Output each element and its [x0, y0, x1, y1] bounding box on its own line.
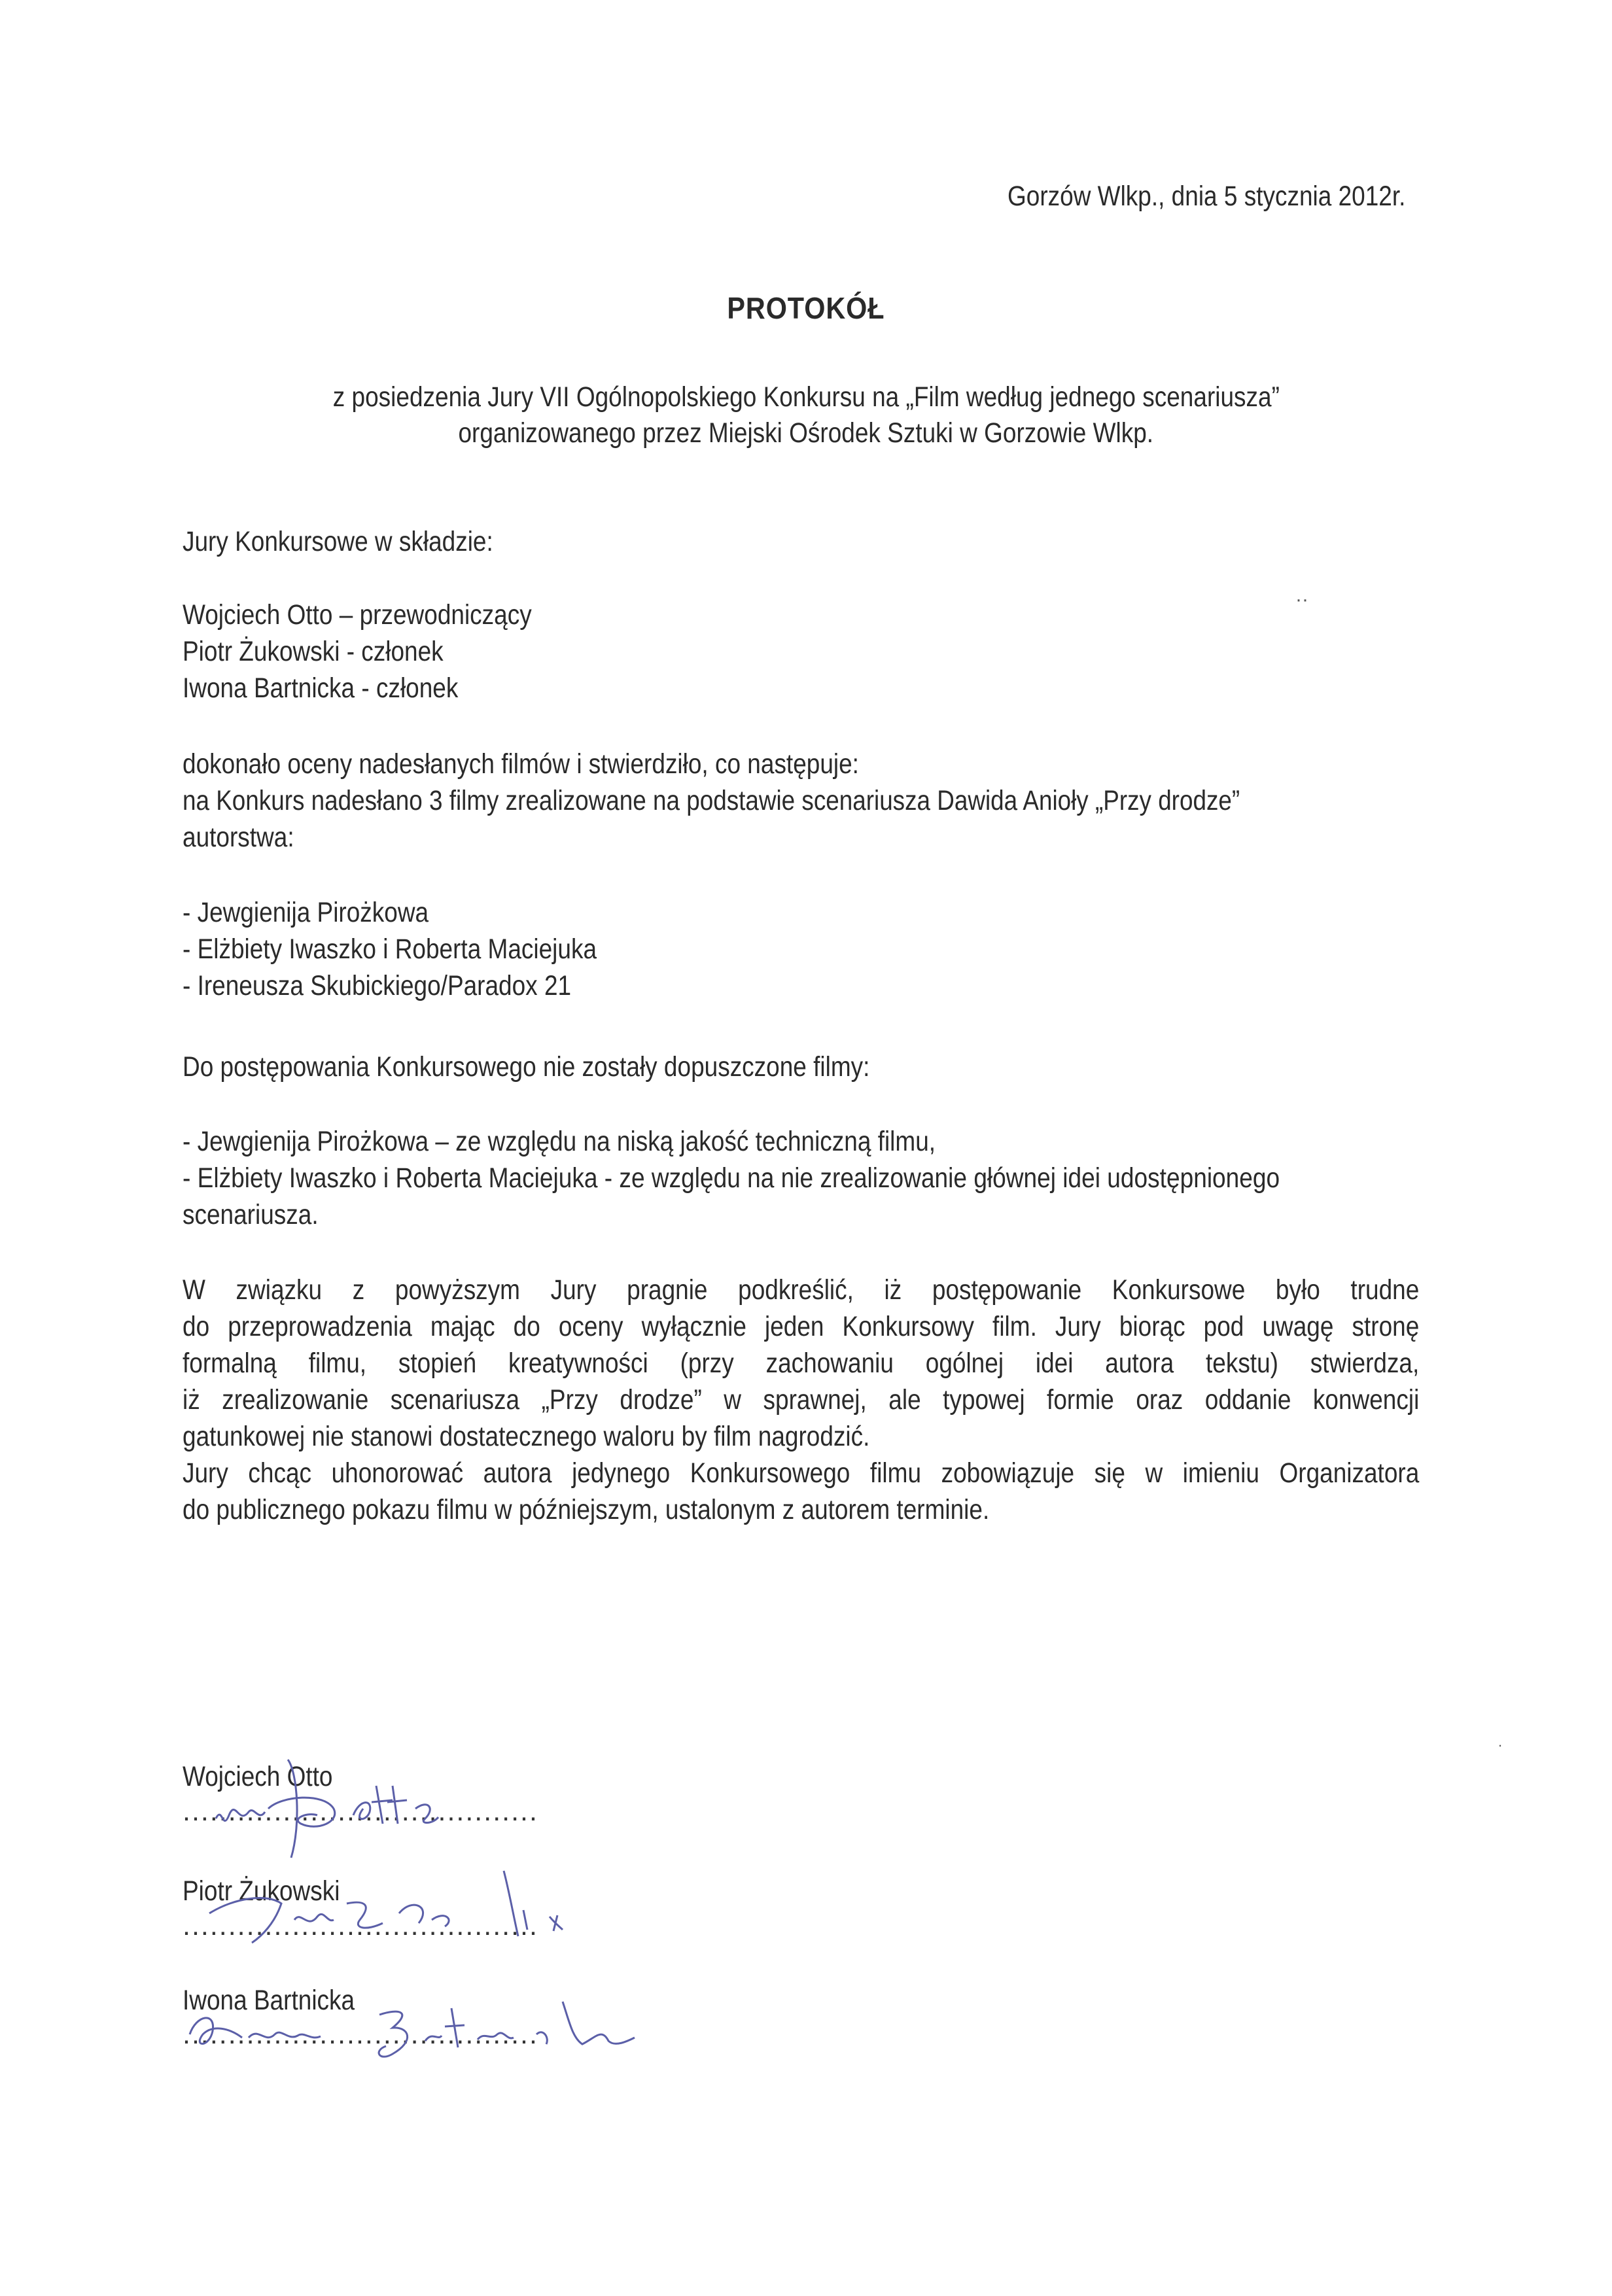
excluded-item-2: - Elżbiety Iwaszko i Roberta Maciejuka - ze względu na nie zrealizowanie głównej idei udostępnionego [183, 1162, 1280, 1194]
signature-otto [177, 1747, 517, 1864]
jury-intro-text: Jury Konkursowe w składzie: [183, 526, 493, 557]
signature-line-2: ....................................... [183, 1910, 538, 1941]
excluded-intro-text: Do postępowania Konkursowego nie zostały dopuszczone filmy: [183, 1051, 870, 1083]
signature-bartnicka [183, 1975, 654, 2074]
closing-line-1: Jury chcąc uhonorować autora jedynego Konkursowego filmu zobowiązuje się w imieniu Organizatora [183, 1457, 1420, 1489]
scan-speck-2: . [1498, 1733, 1503, 1750]
submitted-author-2: - Elżbiety Iwaszko i Roberta Maciejuka [183, 933, 597, 965]
subtitle-line-2-text: organizowanego przez Miejski Ośrodek Sztuki w Gorzowie Wlkp. [458, 417, 1154, 449]
subtitle-line-2 [0, 415, 1612, 451]
assessment-line-2-text: na Konkurs nadesłano 3 filmy zrealizowane na podstawie scenariusza Dawida Anioły „Przy drodze” [183, 785, 1240, 816]
closing-line-2: do publicznego pokazu filmu w późniejszym, ustalonym z autorem terminie. [183, 1494, 990, 1525]
submitted-author-3: - Ireneusza Skubickiego/Paradox 21 [183, 970, 572, 1001]
assessment-line-3-text: autorstwa: [183, 822, 294, 853]
assessment-line-1-text: dokonało oceny nadesłanych filmów i stwierdziło, co następuje: [183, 748, 859, 780]
conclusion-line-2: do przeprowadzenia mając do oceny wyłącznie jeden Konkursowy film. Jury biorąc pod uwagę stronę [183, 1311, 1420, 1342]
signature-line-1: ....................................... [183, 1796, 538, 1827]
closing-line-2-wrap [183, 1491, 1419, 1528]
conclusion-line-5-wrap [183, 1418, 1419, 1455]
submitted-authors-list [183, 894, 664, 1004]
scan-speck: ·· [1295, 589, 1308, 610]
conclusion-line-1: W związku z powyższym Jury pragnie podkreślić, iż postępowanie Konkursowe było trudne [183, 1274, 1420, 1306]
subtitle-line-1 [0, 379, 1612, 415]
date-line-text: Gorzów Wlkp., dnia 5 stycznia 2012r. [1008, 181, 1406, 212]
conclusion-line-4: iż zrealizowanie scenariusza „Przy drodze” w sprawnej, ale typowej formie oraz oddanie konwencji [183, 1384, 1420, 1416]
conclusion-line-3: formalną filmu, stopień kreatywności (przy zachowaniu ogólnej idei autora tekstu) stwierdza, [183, 1348, 1420, 1379]
excluded-list [183, 1123, 1456, 1233]
jury-member-3: Iwona Bartnicka - członek [183, 672, 459, 704]
submitted-author-1: - Jewgienija Pirożkowa [183, 897, 429, 928]
signature-name-2-text: Piotr Żukowski [183, 1875, 340, 1907]
closing-line-1-wrap [183, 1455, 1419, 1491]
jury-intro [183, 523, 544, 560]
jury-member-2: Piotr Żukowski - członek [183, 636, 444, 667]
conclusion-paragraph [183, 1272, 1419, 1528]
signature-name-1-text: Wojciech Otto [183, 1761, 333, 1792]
conclusion-line-1-wrap [183, 1272, 1419, 1308]
document-title [0, 290, 1612, 326]
assessment-line-3 [183, 819, 312, 856]
excluded-item-2-continued: scenariusza. [183, 1199, 319, 1230]
jury-member-list [183, 597, 589, 706]
signature-line-3: ....................................... [183, 2019, 538, 2050]
assessment-line-2 [183, 782, 1419, 819]
assessment-line-1 [183, 746, 969, 782]
signature-name-3-text: Iwona Bartnicka [183, 1985, 355, 2016]
conclusion-line-4-wrap [183, 1382, 1419, 1418]
document-title-text: PROTOKÓŁ [727, 291, 885, 325]
excluded-item-1: - Jewgienija Pirożkowa – ze względu na niską jakość techniczną filmu, [183, 1126, 936, 1157]
conclusion-line-2-wrap [183, 1308, 1419, 1345]
conclusion-line-5: gatunkowej nie stanowi dostatecznego waloru by film nagrodzić. [183, 1421, 870, 1452]
jury-member-chair: Wojciech Otto – przewodniczący [183, 599, 532, 631]
conclusion-line-3-wrap [183, 1345, 1419, 1382]
date-line [1008, 178, 1470, 215]
subtitle-line-1-text: z posiedzenia Jury VII Ogólnopolskiego Konkursu na „Film według jednego scenariusza” [332, 381, 1280, 413]
signature-zukowski [196, 1858, 589, 1962]
excluded-intro [183, 1049, 981, 1085]
